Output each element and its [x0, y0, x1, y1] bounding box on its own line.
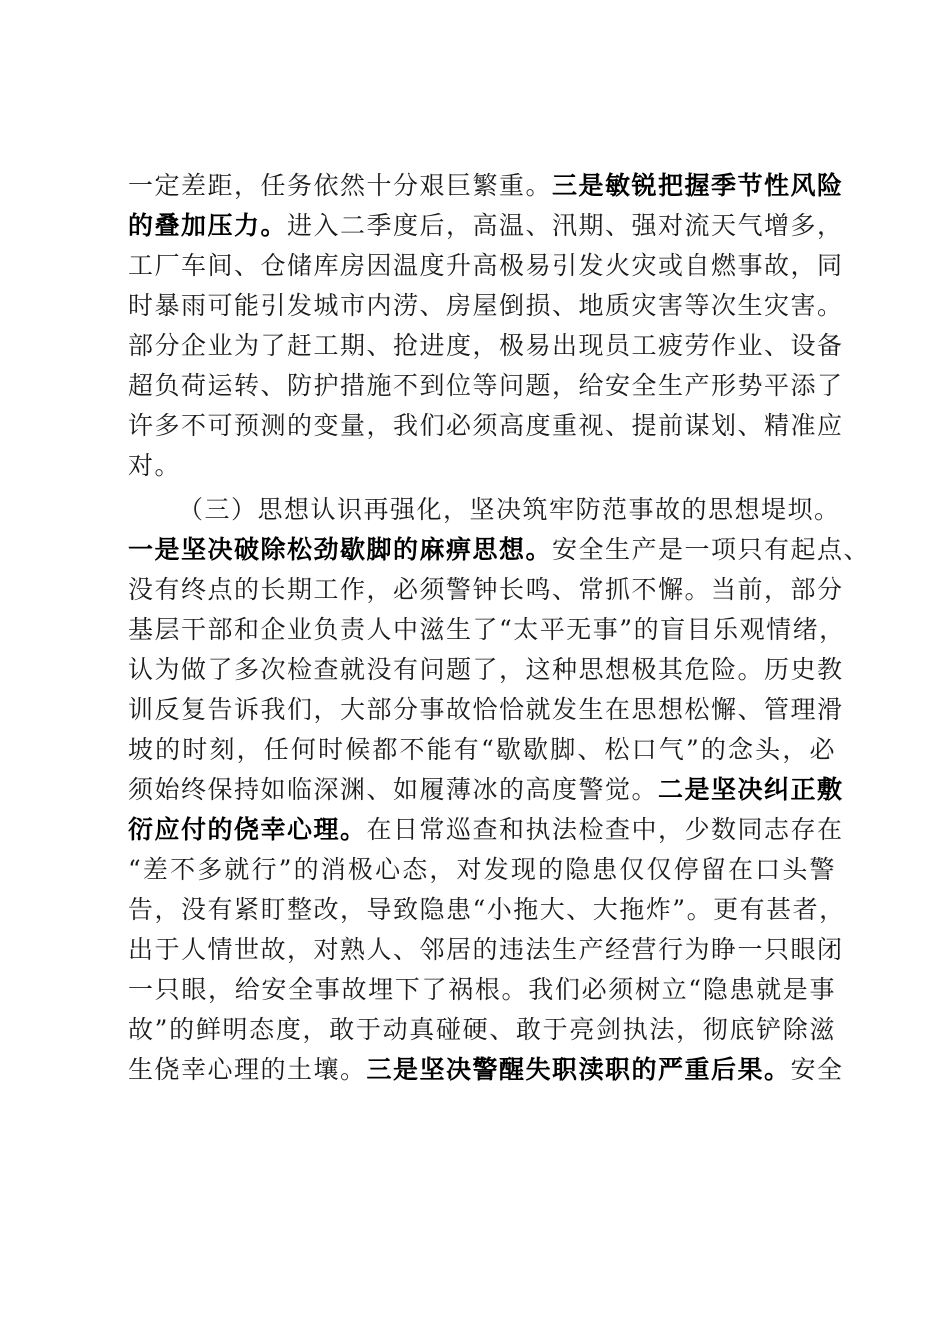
body-text: 没有终点的长期工作，必须警钟长鸣、常抓不懈。当前，部分: [128, 575, 844, 604]
bold-key-phrase: 一是坚决破除松劲歇脚的麻痹思想。: [128, 535, 553, 564]
paragraph-line: [128, 446, 836, 486]
body-text: 训反复告诉我们，大部分事故恰恰就发生在思想松懈、管理滑: [128, 695, 844, 724]
bold-key-phrase: 三是敏锐把握季节性风险: [552, 171, 844, 200]
document-body: [128, 166, 871, 1090]
bold-key-phrase: 的叠加压力。: [128, 211, 288, 240]
paragraph-line: [128, 730, 836, 770]
paragraph-line: [128, 570, 844, 610]
body-text: 进入二季度后，高温、汛期、强对流天气增多，: [287, 211, 844, 240]
paragraph-line: [128, 246, 844, 286]
body-text: 部分企业为了赶工期、抢进度，极易出现员工疲劳作业、设备: [128, 331, 844, 360]
body-text: 时暴雨可能引发城市内涝、房屋倒损、地质灾害等次生灾害。: [128, 291, 844, 320]
paragraph-line: [128, 930, 844, 970]
body-text: 许多不可预测的变量，我们必须高度重视、提前谋划、精准应: [128, 411, 844, 440]
paragraph-line: [128, 1050, 844, 1090]
bold-key-phrase: 二是坚决纠正敷: [658, 775, 844, 804]
body-text: “差不多就行”的消极心态，对发现的隐患仅仅停留在口头警: [128, 855, 836, 884]
paragraph-line: [128, 166, 844, 206]
body-text: 工厂车间、仓储库房因温度升高极易引发火灾或自燃事故，同: [128, 251, 844, 280]
paragraph-line: [128, 286, 844, 326]
body-text: 故”的鲜明态度，敢于动真碰硬、敢于亮剑执法，彻底铲除滋: [128, 1015, 836, 1044]
body-text: 一定差距，任务依然十分艰巨繁重。: [128, 171, 553, 200]
body-text: 认为做了多次检查就没有问题了，这种思想极其危险。历史教: [128, 655, 844, 684]
paragraph-line: [128, 650, 844, 690]
body-text: （三）思想认识再强化，坚决筑牢防范事故的思想堤坝。: [178, 495, 841, 524]
body-text: 告，没有紧盯整改，导致隐患“小拖大、大拖炸”。更有甚者，: [128, 895, 846, 924]
paragraph-line: [128, 610, 846, 650]
paragraph-line: [128, 206, 844, 246]
body-text: 在日常巡查和执法检查中，少数同志存在: [366, 815, 844, 844]
paragraph-line: [128, 690, 844, 730]
body-text: 须始终保持如临深渊、如履薄冰的高度警觉。: [128, 775, 659, 804]
body-text: 一只眼，给安全事故埋下了祸根。我们必须树立“隐患就是事: [128, 975, 836, 1004]
body-text: 基层干部和企业负责人中滋生了“太平无事”的盲目乐观情绪，: [128, 615, 846, 644]
body-text: 对。: [128, 451, 182, 480]
paragraph-line: [128, 890, 846, 930]
paragraph-line: [128, 406, 844, 446]
body-text: 安全: [790, 1055, 844, 1084]
paragraph-line: [128, 850, 836, 890]
paragraph-line: [128, 810, 844, 850]
paragraph-line: [128, 770, 844, 810]
body-text: 超负荷运转、防护措施不到位等问题，给安全生产形势平添了: [128, 371, 844, 400]
body-text: 坡的时刻，任何时候都不能有“歇歇脚、松口气”的念头，必: [128, 735, 836, 764]
paragraph-line: [128, 1010, 836, 1050]
bold-key-phrase: 衍应付的侥幸心理。: [128, 815, 367, 844]
paragraph-line: [128, 366, 844, 406]
bold-key-phrase: 三是坚决警醒失职渎职的严重后果。: [366, 1055, 791, 1084]
body-text: 出于人情世故，对熟人、邻居的违法生产经营行为睁一只眼闭: [128, 935, 844, 964]
section-heading-line: [128, 490, 841, 530]
body-text: 安全生产是一项只有起点、: [552, 535, 871, 564]
body-text: 生侥幸心理的土壤。: [128, 1055, 367, 1084]
paragraph-line: [128, 326, 844, 366]
paragraph-line: [128, 970, 836, 1010]
paragraph-line: [128, 530, 871, 570]
